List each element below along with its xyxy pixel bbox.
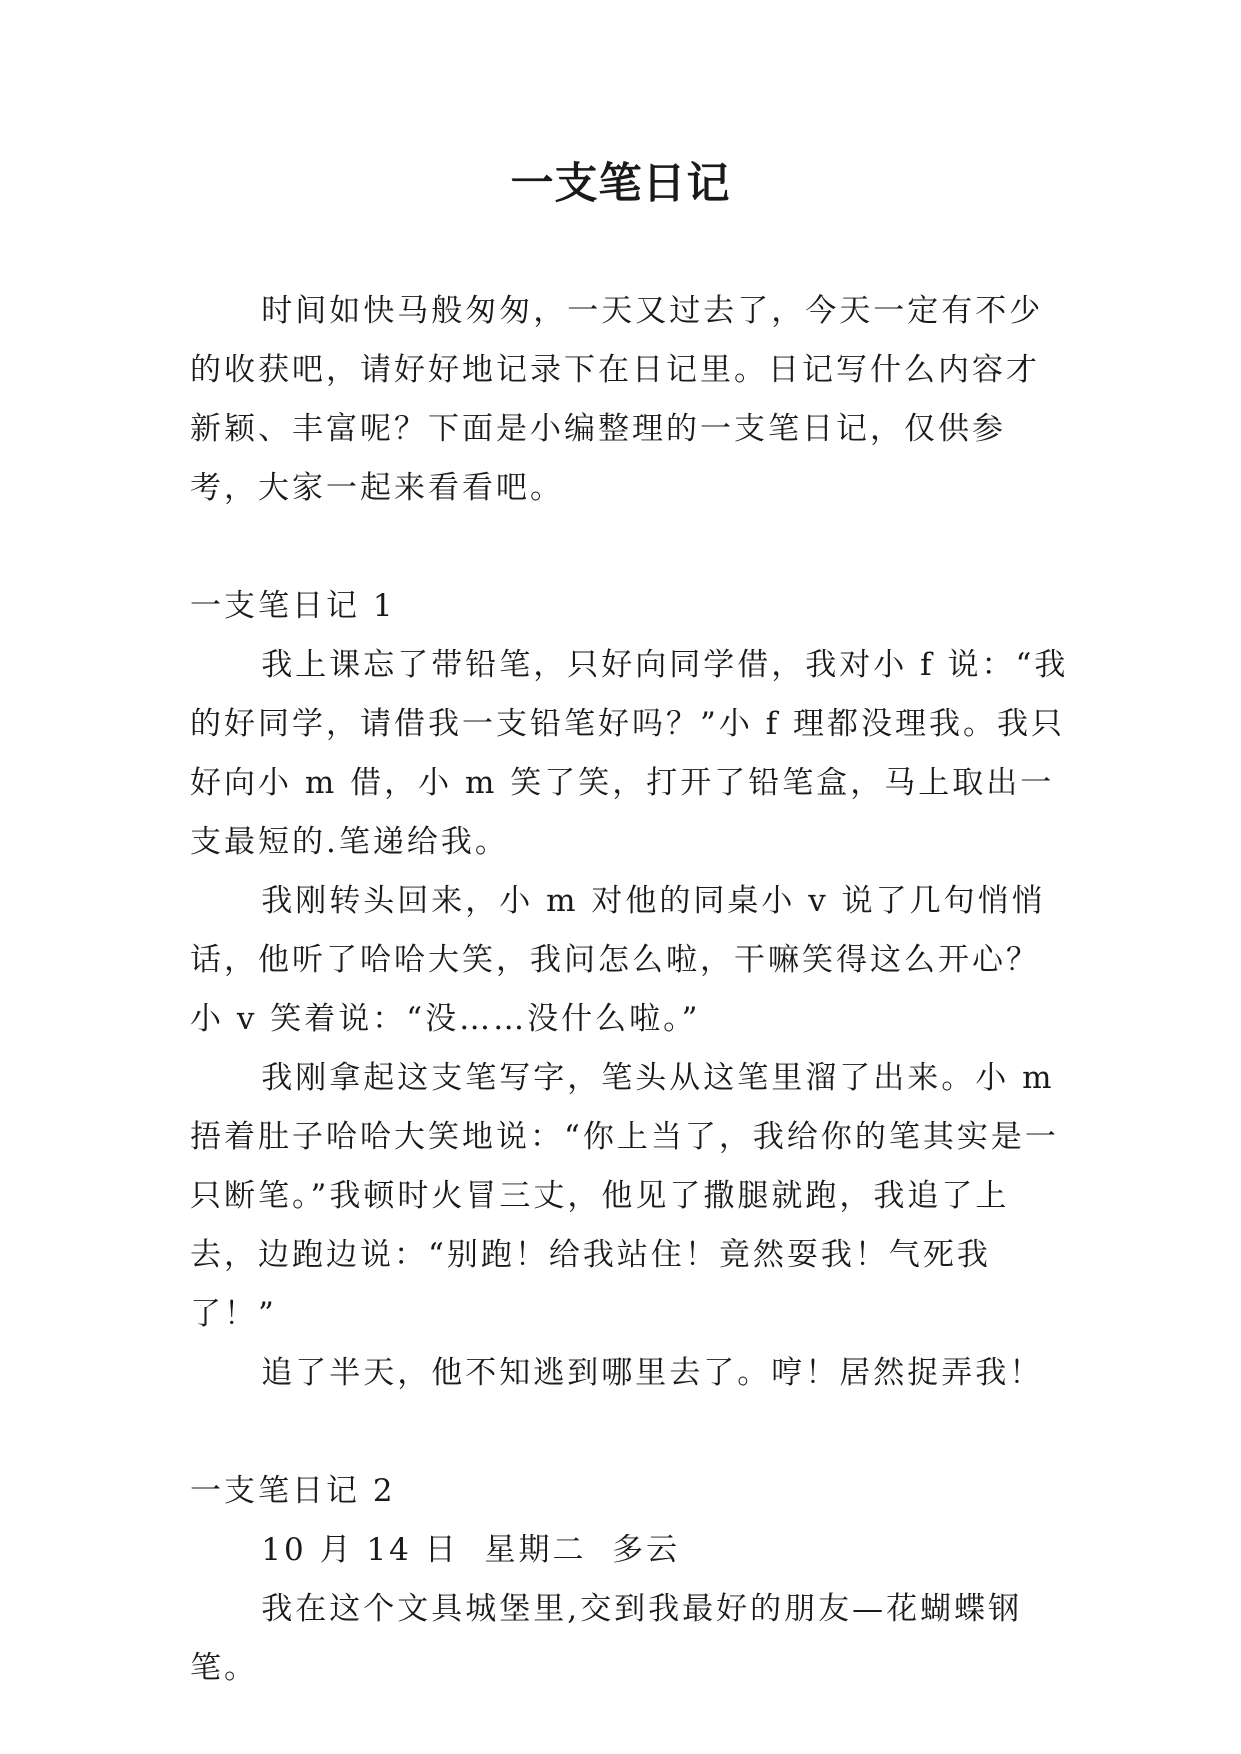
- section-paragraph: 我刚拿起这支笔写字，笔头从这笔里溜了出来。小 m 捂着肚子哈哈大笑地说：“你上当了，我给你的笔其实是一只断笔。”我顿时火冒三丈，他见了撒腿就跑，我追了上去，边跑边说：“别跑！给我站住！竟然耍我！气死我了！”: [190, 1060, 1059, 1332]
- intro-paragraph: 时间如快马般匆匆，一天又过去了，今天一定有不少的收获吧，请好好地记录下在日记里。日记写什么内容才新颖、丰富呢？下面是小编整理的一支笔日记，仅供参考，大家一起来看看吧。: [190, 293, 1044, 506]
- document-body: [190, 282, 1070, 1698]
- section-spacer: [190, 518, 1070, 577]
- section-paragraph: 我在这个文具城堡里,交到我最好的朋友—花蝴蝶钢笔。: [190, 1591, 1023, 1686]
- section-heading: 一支笔日记 1: [190, 588, 396, 624]
- diary-date-line: 10 月 14 日 星期二 多云: [261, 1532, 681, 1568]
- diary-section-2: [190, 1462, 1070, 1698]
- section-paragraph: 我刚转头回来，小 m 对他的同桌小 v 说了几句悄悄话，他听了哈哈大笑，我问怎么啦，干嘛笑得这么开心？小 v 笑着说：“没……没什么啦。”: [190, 883, 1046, 1037]
- section-heading: 一支笔日记 2: [190, 1473, 396, 1509]
- section-paragraph: 追了半天，他不知逃到哪里去了。哼！居然捉弄我！: [261, 1355, 1044, 1391]
- section-spacer: [190, 1403, 1070, 1462]
- document-title: 一支笔日记: [510, 159, 731, 209]
- diary-section-1: [190, 577, 1070, 1403]
- section-paragraph: 我上课忘了带铅笔，只好向同学借，我对小 f 说：“我的好同学，请借我一支铅笔好吗？”小 f 理都没理我。我只好向小 m 借，小 m 笑了笑，打开了铅笔盒，马上取出一支最短的.笔递给我。: [190, 647, 1069, 860]
